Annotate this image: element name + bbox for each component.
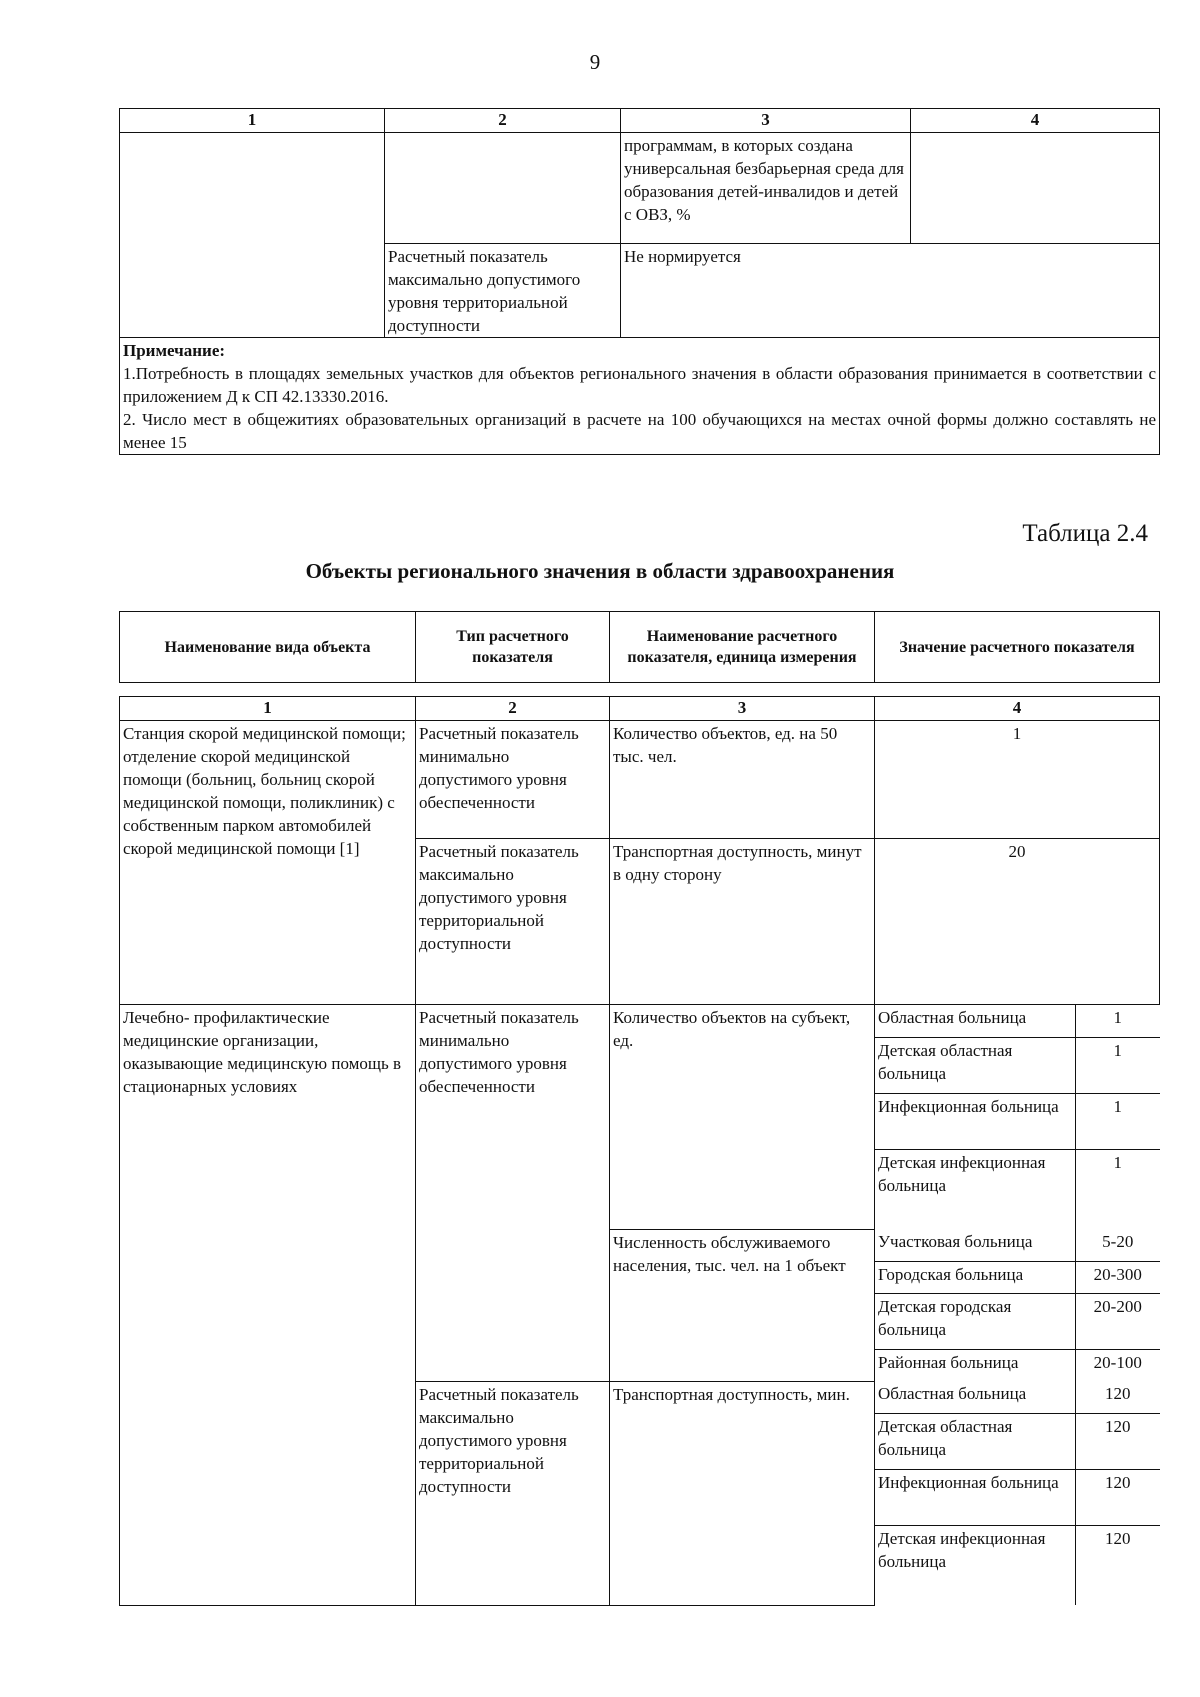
note-label: Примечание: [120, 338, 1160, 363]
table-header [119, 611, 1160, 683]
hospital-type: Инфекционная больница [875, 1469, 1075, 1525]
page-number: 9 [589, 50, 601, 74]
indicator-type-cell: Расчетный показатель минимально допустимого уровня обеспеченности [416, 721, 610, 839]
column-number: 1 [120, 697, 416, 721]
indicator-cell: программам, в которых создана универсальная безбарьерная среда для образования детей-инвалидов и детей с ОВЗ, % [621, 133, 911, 244]
column-header: Тип расчетного показателя [416, 612, 610, 683]
hospital-type: Участковая больница [875, 1229, 1075, 1261]
hospital-type: Детская инфекционная больница [878, 1152, 1046, 1195]
indicator-cell: Численность обслуживаемого населения, тыс. чел. на 1 объект [610, 1229, 875, 1381]
column-header: Наименование расчетного показателя, единица измерения [610, 612, 875, 683]
table-cell [120, 133, 385, 338]
object-name-cell: Станция скорой медицинской помощи; отделение скорой медицинской помощи (больниц, больниц скорой медицинской помощи, поликлиник) с собственным парком автомобилей скорой медицинской помощи [1] [120, 721, 416, 1005]
hospital-value: 20-300 [1075, 1261, 1160, 1293]
hospital-value: 120 [1075, 1469, 1160, 1525]
column-header: Наименование вида объекта [120, 612, 416, 683]
subtable-cell [875, 1381, 1160, 1605]
column-number: 2 [385, 109, 621, 133]
object-name-cell: Лечебно- профилактические медицинские организации, оказывающие медицинскую помощь в стационарных условиях [120, 1005, 416, 1606]
hospital-value: 1 [1075, 1037, 1160, 1093]
hospital-type: Городская больница [875, 1261, 1075, 1293]
column-number: 2 [416, 697, 610, 721]
hospital-value: 120 [1075, 1525, 1160, 1605]
note-text: 2. Число мест в общежитиях образовательных организаций в расчете на 100 обучающихся на местах очной формы должно составлять не менее 15 [120, 408, 1160, 455]
subtable-cell [875, 1229, 1160, 1381]
value-cell: 1 [875, 721, 1160, 839]
indicator-cell: Количество объектов на субъект, ед. [610, 1005, 875, 1230]
hospital-type: Детская областная больница [875, 1037, 1075, 1093]
table-cell [911, 133, 1160, 244]
continued-table [119, 108, 1160, 455]
column-number: 4 [911, 109, 1160, 133]
population-subtable [875, 1229, 1160, 1381]
indicator-cell: Транспортная доступность, мин. [610, 1381, 875, 1605]
count-subtable [875, 1005, 1160, 1229]
hospital-type: Детская областная больница [875, 1413, 1075, 1469]
table-title: Объекты регионального значения в области здравоохранения [305, 559, 895, 583]
hospital-value: 1 [1075, 1093, 1160, 1149]
column-number: 3 [610, 697, 875, 721]
healthcare-table [119, 696, 1160, 1606]
hospital-value: 120 [1075, 1381, 1160, 1413]
indicator-value-cell: Не нормируется [621, 244, 1160, 338]
hospital-type: Областная больница [875, 1381, 1075, 1413]
subtable-cell [875, 1005, 1160, 1230]
note-text: 1.Потребность в площадях земельных участков для объектов регионального значения в области образования принимается в соответствии с приложением Д к СП 42.13330.2016. [120, 362, 1160, 408]
hospital-type: Областная больница [875, 1005, 1075, 1037]
hospital-type: Детская городская больница [875, 1293, 1075, 1349]
indicator-type-cell: Расчетный показатель максимально допустимого уровня территориальной доступности [416, 1381, 610, 1605]
hospital-value: 120 [1075, 1413, 1160, 1469]
indicator-cell: Количество объектов, ед. на 50 тыс. чел. [610, 721, 875, 839]
indicator-type-cell: Расчетный показатель максимально допустимого уровня территориальной доступности [385, 244, 621, 338]
indicator-type-cell: Расчетный показатель минимально допустимого уровня обеспеченности [416, 1005, 610, 1382]
table-label: Таблица 2.4 [1022, 520, 1148, 547]
hospital-type: Детская инфекционная больница [878, 1528, 1046, 1571]
column-number: 3 [621, 109, 911, 133]
column-number: 4 [875, 697, 1160, 721]
indicator-type-cell: Расчетный показатель максимально допустимого уровня территориальной доступности [416, 839, 610, 1005]
hospital-value: 1 [1075, 1005, 1160, 1037]
indicator-cell: Транспортная доступность, минут в одну сторону [610, 839, 875, 1005]
hospital-value: 5-20 [1075, 1229, 1160, 1261]
hospital-value: 1 [1075, 1149, 1160, 1229]
table-cell [385, 133, 621, 244]
column-number: 1 [120, 109, 385, 133]
transport-subtable [875, 1381, 1160, 1605]
column-header: Значение расчетного показателя [875, 612, 1160, 683]
hospital-type: Инфекционная больница [875, 1093, 1075, 1149]
hospital-type: Районная больница [878, 1352, 1019, 1372]
hospital-value: 20-200 [1075, 1293, 1160, 1349]
value-cell: 20 [875, 839, 1160, 1005]
hospital-value: 20-100 [1075, 1349, 1160, 1381]
